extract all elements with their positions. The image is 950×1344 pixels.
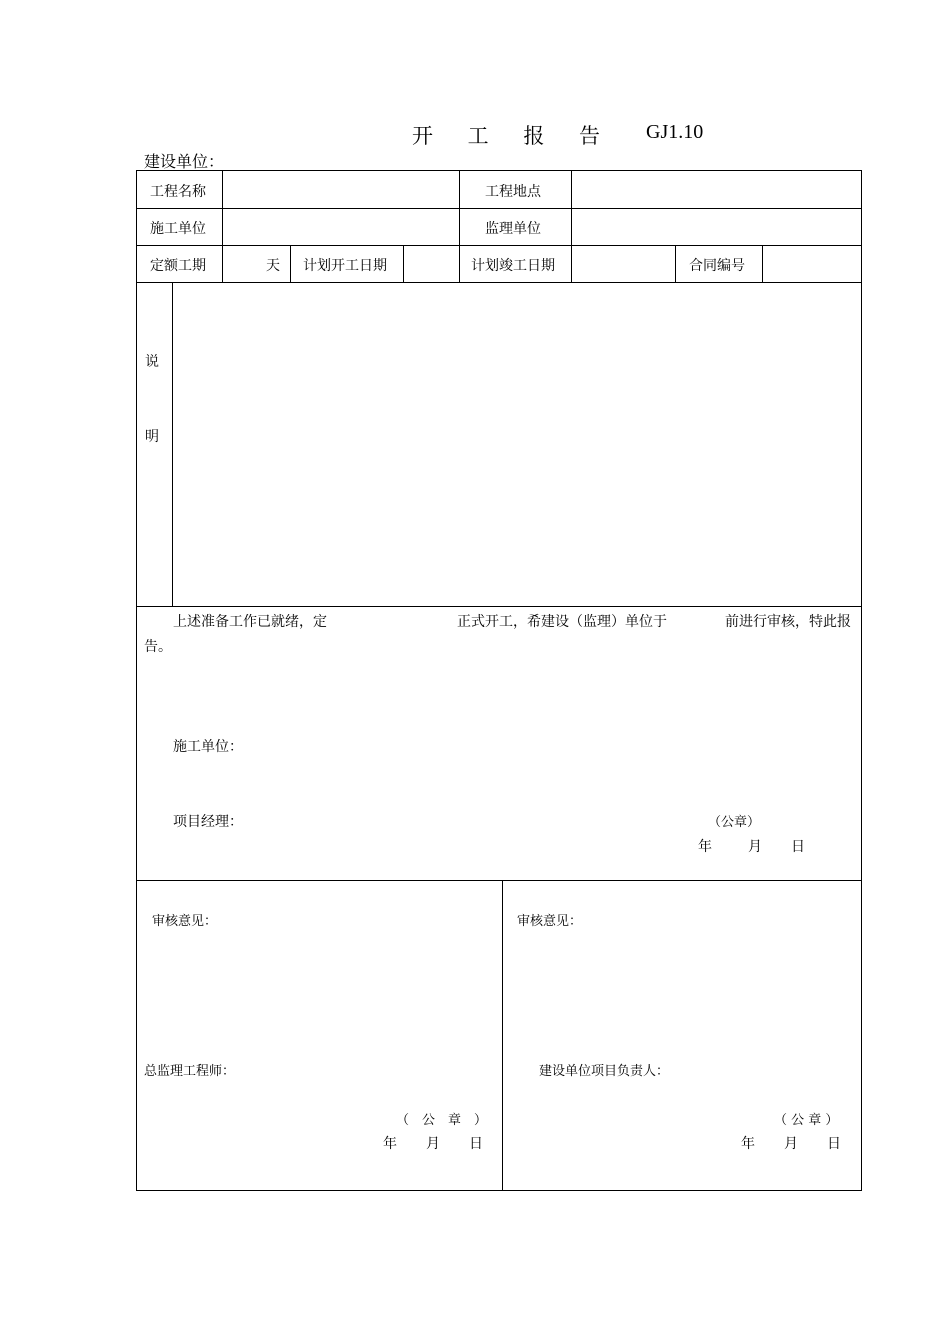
client-opinion-label: 审核意见：: [517, 914, 583, 929]
declaration-text-3: 前进行审核，特此报: [725, 614, 851, 630]
row-divider: [137, 245, 861, 246]
declaration-date-day: 日: [791, 839, 805, 855]
declaration-contractor-label: 施工单位：: [173, 739, 243, 755]
declaration-text-2: 正式开工，希建设（监理）单位于: [457, 614, 667, 630]
declaration-date-month: 月: [748, 839, 762, 855]
supervisor-date-year: 年: [383, 1136, 397, 1152]
page-title: 开 工 报 告: [412, 124, 615, 148]
row-divider: [137, 208, 861, 209]
client-date-day: 日: [827, 1136, 841, 1152]
declaration-text-1: 上述准备工作已就绪，定: [173, 614, 327, 630]
planned-start-label: 计划开工日期: [303, 258, 387, 274]
col-divider: [459, 171, 460, 282]
client-unit-label: 建设单位：: [144, 152, 225, 171]
declaration-text-4: 告。: [144, 639, 172, 655]
remarks-label-2: 明: [145, 429, 159, 445]
project-location-label: 工程地点: [485, 184, 541, 200]
report-form: [136, 170, 862, 1191]
col-divider: [290, 245, 291, 282]
col-divider: [675, 245, 676, 282]
project-manager-label: 项目经理：: [173, 814, 243, 830]
col-divider: [571, 171, 572, 282]
planned-end-label: 计划竣工日期: [471, 258, 555, 274]
declaration-date-year: 年: [698, 839, 712, 855]
col-divider: [172, 282, 173, 606]
client-date-year: 年: [741, 1136, 755, 1152]
row-divider: [137, 880, 861, 881]
duration-unit: 天: [266, 258, 280, 274]
contractor-label: 施工单位: [150, 221, 206, 237]
client-date-month: 月: [784, 1136, 798, 1152]
supervisor-opinion-label: 审核意见：: [152, 914, 218, 929]
duration-label: 定额工期: [150, 258, 206, 274]
col-divider: [403, 245, 404, 282]
row-divider: [137, 606, 861, 607]
client-seal: （ 公 章 ）: [774, 1113, 839, 1128]
client-project-lead-label: 建设单位项目负责人：: [539, 1064, 670, 1079]
row-divider: [137, 282, 861, 283]
col-divider: [222, 171, 223, 282]
col-divider: [502, 880, 503, 1191]
col-divider: [762, 245, 763, 282]
remarks-label-1: 说: [145, 354, 159, 370]
declaration-seal: （公章）: [708, 815, 761, 830]
supervisor-label: 监理单位: [485, 221, 541, 237]
chief-supervisor-label: 总监理工程师：: [144, 1064, 236, 1079]
supervisor-date-month: 月: [426, 1136, 440, 1152]
project-name-label: 工程名称: [150, 184, 206, 200]
supervisor-date-day: 日: [469, 1136, 483, 1152]
contract-no-label: 合同编号: [689, 258, 745, 274]
supervisor-seal: （ 公 章 ）: [396, 1113, 488, 1128]
form-code: GJ1.10: [646, 121, 704, 143]
